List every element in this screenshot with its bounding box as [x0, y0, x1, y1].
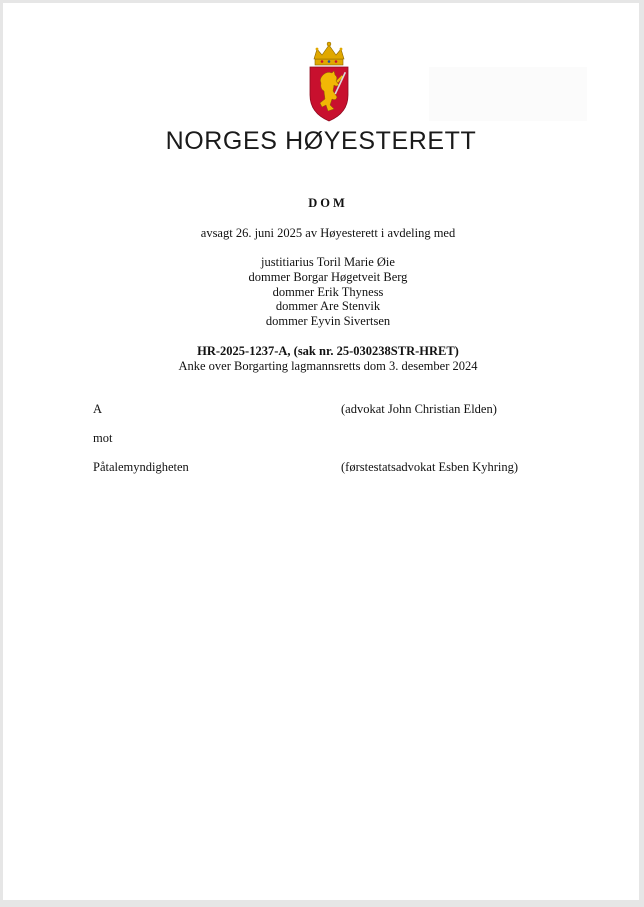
judge-name: dommer Eyvin Sivertsen — [265, 314, 391, 329]
judge-list — [3, 255, 644, 329]
versus-row — [93, 431, 593, 447]
judge-name: justitiarius Toril Marie Øie — [261, 255, 395, 269]
norway-coat-of-arms-icon — [306, 41, 352, 123]
stamp-area — [429, 67, 587, 121]
appeal-line: Anke over Borgarting lagmannsretts dom 3. desember 2024 — [178, 359, 478, 373]
case-number: HR-2025-1237-A, (sak nr. 25-030238STR-HRET) — [197, 344, 459, 358]
versus-label: mot — [93, 431, 113, 445]
judge-name: dommer Erik Thyness — [272, 284, 384, 299]
court-name: NORGES HØYESTERETT — [165, 127, 477, 155]
delivered-line: avsagt 26. juni 2025 av Høyesterett i avdeling med — [200, 226, 456, 240]
appellant-counsel: (advokat John Christian Elden) — [341, 402, 497, 416]
judge-name: dommer Borgar Høgetveit Berg — [248, 269, 408, 284]
appellant-name: A — [93, 402, 103, 416]
document-heading: DOM — [308, 196, 348, 210]
judge-name: dommer Are Stenvik — [275, 299, 381, 314]
respondent-counsel: (førstestatsadvokat Esben Kyhring) — [341, 460, 519, 474]
respondent-row — [93, 460, 593, 476]
document-page — [3, 3, 639, 900]
respondent-name: Påtalemyndigheten — [93, 460, 189, 474]
appellant-row — [93, 402, 593, 418]
